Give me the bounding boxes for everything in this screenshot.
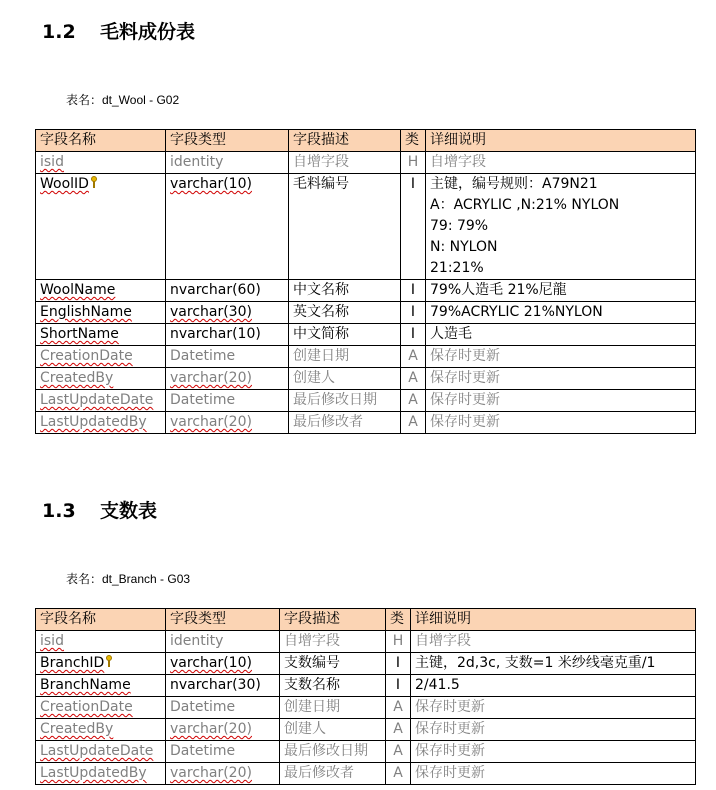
column-header: 字段类型 [166, 609, 280, 631]
detail-line: 自增字段 [415, 633, 471, 649]
field-type: nvarchar(30) [170, 677, 261, 693]
field-name: LastUpdatedBy [40, 414, 147, 430]
field-class: A [386, 697, 411, 719]
field-type-cell [166, 697, 280, 719]
field-type-cell [166, 631, 280, 653]
field-type-cell [166, 412, 289, 434]
field-detail [426, 324, 696, 346]
field-description: 毛料编号 [289, 174, 401, 280]
detail-line: 79%ACRYLIC 21%NYLON [430, 304, 603, 320]
column-header: 字段描述 [289, 130, 401, 152]
field-name: EnglishName [40, 304, 132, 320]
table-row [36, 697, 696, 719]
table-row [36, 280, 696, 302]
detail-line: 保存时更新 [415, 743, 485, 759]
field-class: H [386, 631, 411, 653]
field-type: Datetime [170, 699, 236, 715]
field-name: LastUpdatedBy [40, 765, 147, 781]
section-number: 1.2 [42, 21, 76, 43]
field-class: I [401, 302, 426, 324]
field-name: BranchName [40, 677, 131, 693]
field-table [35, 608, 696, 785]
field-type: identity [170, 633, 224, 649]
field-detail [411, 697, 696, 719]
table-row [36, 631, 696, 653]
field-name-cell [36, 412, 166, 434]
detail-line: 79%人造毛 21%尼龍 [430, 282, 567, 298]
field-class: H [401, 152, 426, 174]
section-title: 毛料成份表 [100, 21, 196, 43]
field-type-cell [166, 390, 289, 412]
detail-line: 2/41.5 [415, 677, 460, 693]
table-header-row [36, 609, 696, 631]
column-header: 类 [401, 130, 426, 152]
field-class: A [401, 390, 426, 412]
detail-line: 自增字段 [430, 154, 486, 170]
field-name-cell [36, 302, 166, 324]
column-header: 字段描述 [280, 609, 386, 631]
field-type-cell [166, 324, 289, 346]
column-header: 类 [386, 609, 411, 631]
field-name: CreatedBy [40, 721, 114, 737]
detail-line: 保存时更新 [415, 765, 485, 781]
field-description: 中文名称 [289, 280, 401, 302]
table-row [36, 302, 696, 324]
field-detail [411, 653, 696, 675]
column-header: 字段名称 [36, 130, 166, 152]
table-row [36, 412, 696, 434]
field-name: BranchID [40, 655, 105, 671]
field-class: I [401, 324, 426, 346]
field-type: varchar(20) [170, 765, 252, 781]
field-description: 最后修改日期 [280, 741, 386, 763]
table-row [36, 719, 696, 741]
field-name-cell [36, 368, 166, 390]
field-name: CreationDate [40, 699, 133, 715]
field-type-cell [166, 741, 280, 763]
detail-line: N: NYLON [430, 239, 498, 255]
field-description: 创建日期 [289, 346, 401, 368]
field-class: I [386, 653, 411, 675]
detail-line: 保存时更新 [415, 699, 485, 715]
field-type-cell [166, 368, 289, 390]
field-type: nvarchar(10) [170, 326, 261, 342]
section-heading [42, 17, 195, 44]
field-detail [411, 719, 696, 741]
field-name-cell [36, 697, 166, 719]
column-header: 字段类型 [166, 130, 289, 152]
field-description: 最后修改者 [280, 763, 386, 785]
table-row [36, 741, 696, 763]
field-type: varchar(20) [170, 414, 252, 430]
field-type: varchar(30) [170, 304, 252, 320]
detail-line: 保存时更新 [430, 414, 500, 430]
column-header: 字段名称 [36, 609, 166, 631]
detail-line: A：ACRYLIC ,N:21% NYLON [430, 197, 620, 213]
field-detail [426, 302, 696, 324]
field-detail [426, 174, 696, 280]
field-type-cell [166, 763, 280, 785]
table-row [36, 763, 696, 785]
detail-line: 主键，编号规则：A79N21 [430, 176, 598, 192]
field-type: varchar(20) [170, 370, 252, 386]
field-class: A [401, 346, 426, 368]
detail-line: 人造毛 [430, 326, 472, 342]
table-row [36, 368, 696, 390]
table-label: 表名：dt_Wool - G02 [66, 93, 180, 107]
field-type-cell [166, 653, 280, 675]
detail-line: 主键，2d,3c, 支数=1 米纱线毫克重/1 [415, 655, 656, 671]
field-description: 创建日期 [280, 697, 386, 719]
field-name: WoolName [40, 282, 116, 298]
table-row [36, 346, 696, 368]
detail-line: 保存时更新 [415, 721, 485, 737]
section-title: 支数表 [100, 500, 158, 522]
field-name: LastUpdateDate [40, 392, 154, 408]
primary-key-icon [90, 176, 98, 188]
field-description: 英文名称 [289, 302, 401, 324]
field-type-cell [166, 152, 289, 174]
field-detail [411, 631, 696, 653]
table-row [36, 324, 696, 346]
field-name: CreationDate [40, 348, 133, 364]
field-description: 中文简称 [289, 324, 401, 346]
field-class: I [401, 280, 426, 302]
field-description: 支数名称 [280, 675, 386, 697]
field-name-cell [36, 763, 166, 785]
field-class: A [386, 741, 411, 763]
column-header: 详细说明 [426, 130, 696, 152]
field-name-cell [36, 741, 166, 763]
field-description: 自增字段 [280, 631, 386, 653]
field-name: WoolID [40, 176, 89, 192]
field-detail [411, 741, 696, 763]
field-detail [426, 152, 696, 174]
field-type-cell [166, 280, 289, 302]
field-name-cell [36, 719, 166, 741]
detail-line: 保存时更新 [430, 348, 500, 364]
field-detail [411, 675, 696, 697]
field-type: identity [170, 154, 224, 170]
field-class: A [386, 763, 411, 785]
field-name-cell [36, 346, 166, 368]
field-description: 最后修改日期 [289, 390, 401, 412]
field-type: nvarchar(60) [170, 282, 261, 298]
field-name: isid [40, 154, 64, 170]
table-row [36, 653, 696, 675]
field-name-cell [36, 174, 166, 280]
field-description: 创建人 [289, 368, 401, 390]
field-type: Datetime [170, 348, 236, 364]
field-name-cell [36, 390, 166, 412]
detail-line: 79: 79% [430, 218, 489, 234]
field-detail [426, 390, 696, 412]
field-description: 创建人 [280, 719, 386, 741]
field-name: LastUpdateDate [40, 743, 154, 759]
field-table [35, 129, 696, 434]
field-type: varchar(20) [170, 721, 252, 737]
field-description: 最后修改者 [289, 412, 401, 434]
field-name-cell [36, 631, 166, 653]
field-name: isid [40, 633, 64, 649]
field-type: Datetime [170, 743, 236, 759]
table-header-row [36, 130, 696, 152]
field-detail [426, 412, 696, 434]
field-name: CreatedBy [40, 370, 114, 386]
field-detail [411, 763, 696, 785]
field-type: varchar(10) [170, 176, 252, 192]
field-type-cell [166, 302, 289, 324]
table-row [36, 174, 696, 280]
table-label: 表名：dt_Branch - G03 [66, 572, 191, 586]
field-type: varchar(10) [170, 655, 252, 671]
field-name-cell [36, 280, 166, 302]
column-header: 详细说明 [411, 609, 696, 631]
field-class: A [401, 368, 426, 390]
section-heading [42, 496, 157, 523]
field-name-cell [36, 653, 166, 675]
field-class: I [386, 675, 411, 697]
detail-line: 21:21% [430, 260, 484, 276]
field-description: 自增字段 [289, 152, 401, 174]
table-row [36, 390, 696, 412]
primary-key-icon [105, 655, 113, 667]
field-name-cell [36, 675, 166, 697]
field-class: A [386, 719, 411, 741]
field-type-cell [166, 719, 280, 741]
field-name-cell [36, 152, 166, 174]
section-number: 1.3 [42, 500, 76, 522]
field-class: A [401, 412, 426, 434]
field-description: 支数编号 [280, 653, 386, 675]
field-name-cell [36, 324, 166, 346]
field-name: ShortName [40, 326, 119, 342]
field-type-cell [166, 174, 289, 280]
detail-line: 保存时更新 [430, 392, 500, 408]
field-detail [426, 368, 696, 390]
field-type-cell [166, 346, 289, 368]
field-detail [426, 346, 696, 368]
field-detail [426, 280, 696, 302]
table-row [36, 152, 696, 174]
field-type: Datetime [170, 392, 236, 408]
table-row [36, 675, 696, 697]
field-class: I [401, 174, 426, 280]
field-type-cell [166, 675, 280, 697]
detail-line: 保存时更新 [430, 370, 500, 386]
